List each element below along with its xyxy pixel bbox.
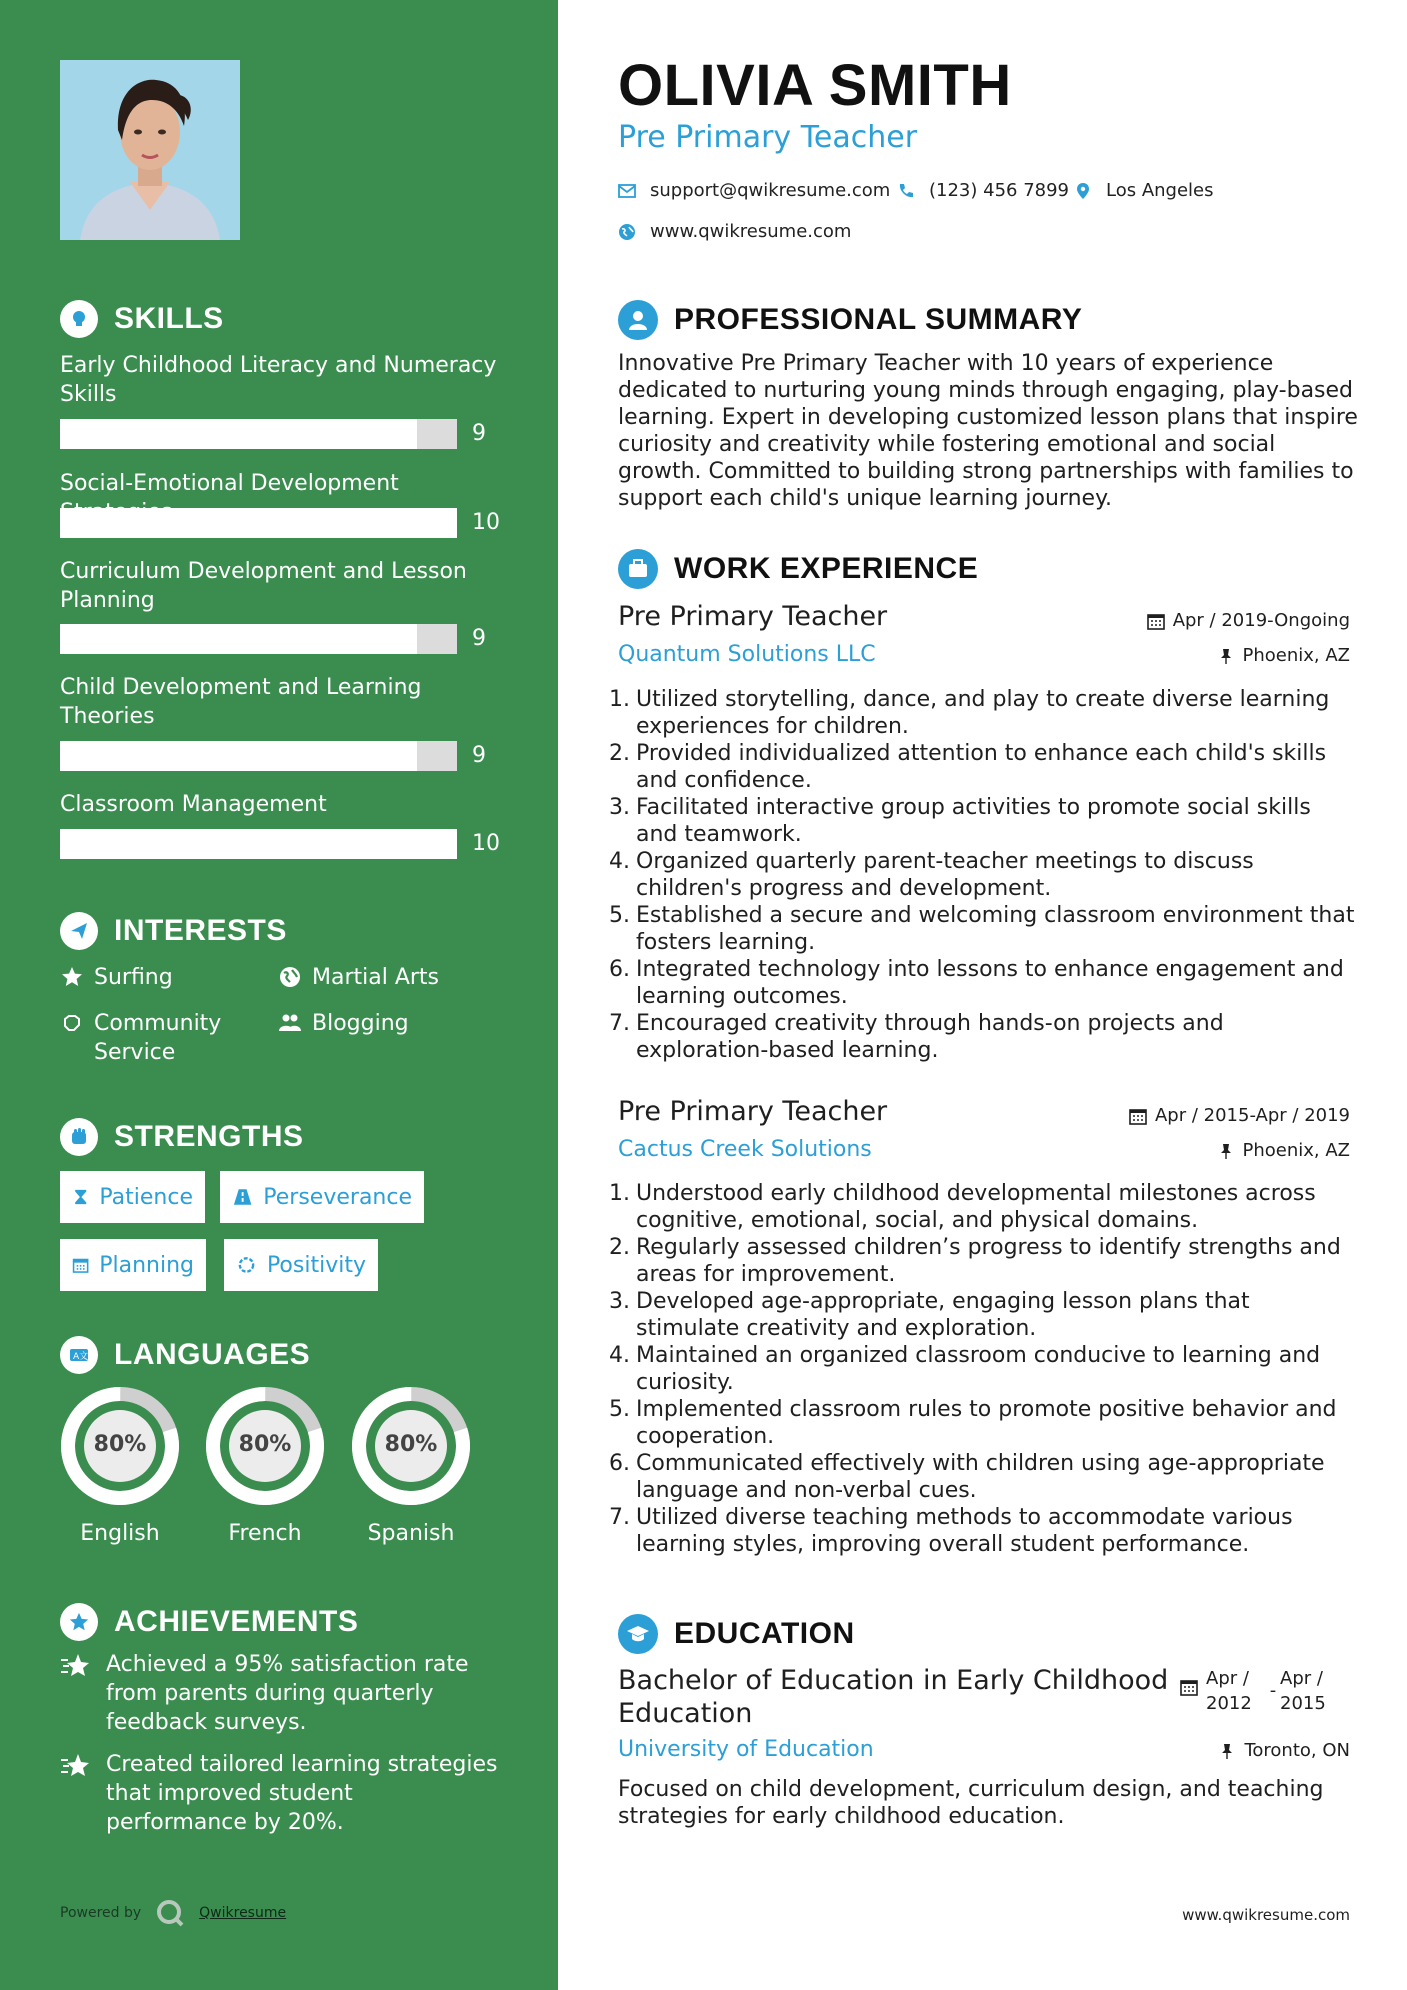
skills-heading: SKILLS bbox=[60, 300, 224, 338]
skill-bar bbox=[60, 624, 457, 654]
globe-icon bbox=[278, 965, 302, 989]
briefcase-icon bbox=[618, 549, 658, 589]
list-item: 1. Understood early childhood developmental milestones across cognitive, emotional, social, and physical domains. bbox=[609, 1181, 1316, 1233]
list-item: 2. Regularly assessed children’s progress to identify strengths and areas for improvement. bbox=[609, 1235, 1341, 1287]
job-company: Cactus Creek Solutions bbox=[618, 1137, 872, 1162]
strength-badge: Perseverance bbox=[220, 1171, 424, 1223]
pushpin-icon bbox=[1217, 647, 1235, 665]
list-item: 4. Maintained an organized classroom conducive to learning and curiosity. bbox=[609, 1343, 1321, 1395]
candidate-name: OLIVIA SMITH bbox=[618, 53, 1012, 118]
sidebar bbox=[0, 0, 558, 1990]
candidate-role: Pre Primary Teacher bbox=[618, 120, 918, 155]
list-item: 6. Communicated effectively with children using age-appropriate language and non-verbal cues. bbox=[609, 1451, 1325, 1503]
experience-heading: WORK EXPERIENCE bbox=[618, 549, 978, 589]
hand-icon bbox=[60, 1011, 84, 1035]
achievement-item: Achieved a 95% satisfaction rate from parents during quarterly feedback surveys. bbox=[60, 1650, 500, 1737]
education-start: Apr / 2012 bbox=[1206, 1668, 1252, 1714]
language-name: Spanish bbox=[367, 1521, 455, 1546]
contact-website[interactable]: www.qwikresume.com bbox=[618, 221, 851, 242]
paper-plane-icon bbox=[60, 912, 98, 950]
calendar-icon bbox=[1129, 1107, 1147, 1125]
list-item: 5. Established a secure and welcoming classroom environment that fosters learning. bbox=[609, 903, 1355, 955]
language-percent: 80% bbox=[238, 1432, 292, 1457]
skill-score: 9 bbox=[472, 626, 486, 651]
list-item: 5. Implemented classroom rules to promote positive behavior and cooperation. bbox=[609, 1397, 1337, 1449]
main-content bbox=[558, 0, 1407, 1990]
profile-photo bbox=[60, 60, 240, 240]
education-dates bbox=[1180, 1666, 1340, 1716]
interests-heading: INTERESTS bbox=[60, 912, 287, 950]
interest-item: Community Service bbox=[60, 1009, 260, 1067]
list-item: 7. Encouraged creativity through hands-on projects and exploration-based learning. bbox=[609, 1011, 1224, 1063]
job-bullets bbox=[608, 686, 1358, 1064]
contact-phone[interactable]: (123) 456 7899 bbox=[897, 180, 1069, 201]
qwikresume-logo-icon bbox=[155, 1898, 185, 1928]
footer-url[interactable]: www.qwikresume.com bbox=[1182, 1906, 1350, 1924]
envelope-icon bbox=[618, 182, 636, 200]
education-location: Toronto, ON bbox=[1218, 1740, 1350, 1761]
language-name: English bbox=[80, 1521, 160, 1546]
education-heading: EDUCATION bbox=[618, 1614, 855, 1654]
skill-name: Child Development and Learning Theories bbox=[60, 675, 422, 729]
language-percent: 80% bbox=[93, 1432, 147, 1457]
strengths-heading: STRENGTHS bbox=[60, 1118, 304, 1156]
list-item: 3. Facilitated interactive group activities to promote social skills and teamwork. bbox=[609, 795, 1311, 847]
education-description: Focused on child development, curriculum design, and teaching strategies for early childhood education. bbox=[618, 1777, 1324, 1829]
skill-name: Classroom Management bbox=[60, 792, 327, 817]
skill-name: Curriculum Development and Lesson Planning bbox=[60, 559, 467, 613]
skill-bar bbox=[60, 508, 457, 538]
education-date-separator: - bbox=[1269, 1680, 1277, 1701]
contact-location: Los Angeles bbox=[1074, 180, 1214, 201]
skill-bar bbox=[60, 829, 457, 859]
lightbulb-icon bbox=[60, 300, 98, 338]
job-title: Pre Primary Teacher bbox=[618, 601, 888, 632]
job-company: Quantum Solutions LLC bbox=[618, 642, 876, 667]
skill-name: Social-Emotional Development bbox=[60, 471, 399, 496]
language-name: French bbox=[228, 1521, 302, 1546]
qwikresume-link[interactable]: Qwikresume bbox=[199, 1905, 287, 1921]
star-burst-icon bbox=[60, 1752, 92, 1780]
summary-heading: PROFESSIONAL SUMMARY bbox=[618, 300, 1082, 340]
summary-text: Innovative Pre Primary Teacher with 10 years of experience dedicated to nurturing young minds through engaging, play-based learning. Expert in developing customized lesson plans that inspire curiosity and creativity while fostering emotional and social growth. Committed to building strong partnerships with families to support each child's unique learning journey. bbox=[618, 351, 1358, 511]
contact-email[interactable]: support@qwikresume.com bbox=[618, 180, 890, 201]
calendar-icon bbox=[1147, 612, 1165, 630]
globe-icon bbox=[618, 223, 636, 241]
calendar-icon bbox=[72, 1254, 89, 1276]
fist-icon bbox=[60, 1118, 98, 1156]
star-burst-icon bbox=[60, 1652, 92, 1680]
graduation-cap-icon bbox=[618, 1614, 658, 1654]
users-icon bbox=[278, 1011, 302, 1035]
skill-name: Early Childhood Literacy and Numeracy Skills bbox=[60, 353, 497, 407]
education-end: Apr / 2015 bbox=[1280, 1668, 1326, 1714]
education-degree: Bachelor of Education in Early Childhood Education bbox=[618, 1665, 1169, 1729]
svg-text:A文: A文 bbox=[73, 1352, 89, 1362]
skill-score: 9 bbox=[472, 421, 486, 446]
phone-icon bbox=[897, 182, 915, 200]
job-dates: Apr / 2019-Ongoing bbox=[1147, 610, 1350, 631]
list-item: 7. Utilized diverse teaching methods to accommodate various learning styles, improving overall student performance. bbox=[609, 1505, 1293, 1557]
pushpin-icon bbox=[1217, 1142, 1235, 1160]
strength-badge: Planning bbox=[60, 1239, 206, 1291]
trophy-star-icon bbox=[60, 1603, 98, 1641]
languages-heading: A文 LANGUAGES bbox=[60, 1336, 310, 1374]
hourglass-icon bbox=[72, 1186, 89, 1208]
list-item: 2. Provided individualized attention to enhance each child's skills and confidence. bbox=[609, 741, 1327, 793]
skill-score: 9 bbox=[472, 743, 486, 768]
achievement-item: Created tailored learning strategies that improved student performance by 20%. bbox=[60, 1750, 500, 1837]
interest-item: Martial Arts bbox=[278, 963, 498, 992]
powered-by: Powered by Qwikresume bbox=[60, 1898, 286, 1928]
job-bullets bbox=[608, 1180, 1358, 1558]
job-location: Phoenix, AZ bbox=[1217, 645, 1351, 666]
skill-score: 10 bbox=[472, 510, 500, 535]
sun-icon bbox=[236, 1254, 257, 1276]
list-item: 1. Utilized storytelling, dance, and play to create diverse learning experiences for children. bbox=[609, 687, 1330, 739]
calendar-icon bbox=[1180, 1678, 1198, 1696]
job-title: Pre Primary Teacher bbox=[618, 1096, 888, 1127]
map-pin-icon bbox=[1074, 182, 1092, 200]
language-percent: 80% bbox=[384, 1432, 438, 1457]
language-icon bbox=[60, 1336, 98, 1374]
pushpin-icon bbox=[1218, 1742, 1236, 1760]
list-item: 4. Organized quarterly parent-teacher meetings to discuss children's progress and development. bbox=[609, 849, 1254, 901]
interest-item: Surfing bbox=[60, 963, 260, 992]
list-item: 6. Integrated technology into lessons to enhance engagement and learning outcomes. bbox=[609, 957, 1344, 1009]
achievements-heading: ACHIEVEMENTS bbox=[60, 1603, 358, 1641]
interest-item: Blogging bbox=[278, 1009, 498, 1038]
skill-bar bbox=[60, 741, 457, 771]
job-dates: Apr / 2015-Apr / 2019 bbox=[1129, 1105, 1350, 1126]
skill-score: 10 bbox=[472, 831, 500, 856]
strength-badge: Patience bbox=[60, 1171, 205, 1223]
education-school: University of Education bbox=[618, 1737, 874, 1762]
job-location: Phoenix, AZ bbox=[1217, 1140, 1351, 1161]
star-icon bbox=[60, 965, 84, 989]
list-item: 3. Developed age-appropriate, engaging lesson plans that stimulate creativity and exploration. bbox=[609, 1289, 1250, 1341]
road-icon bbox=[232, 1186, 253, 1208]
strength-badge: Positivity bbox=[224, 1239, 378, 1291]
skill-bar bbox=[60, 419, 457, 449]
user-icon bbox=[618, 300, 658, 340]
